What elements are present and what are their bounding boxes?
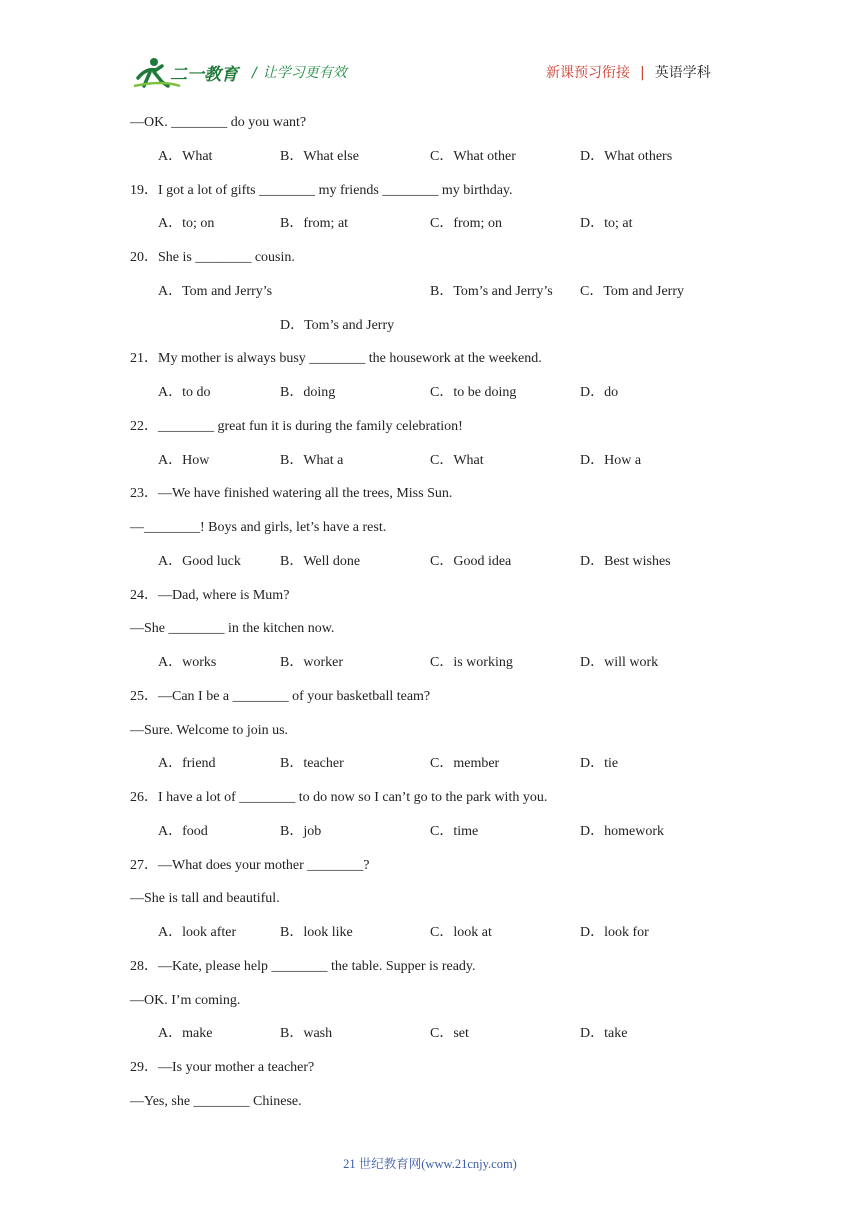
answer-option: A．food <box>158 824 208 839</box>
question-line: —She ________ in the kitchen now. <box>130 621 335 636</box>
answer-option: C．Good idea <box>430 554 512 569</box>
answer-option: D．What others <box>580 149 673 164</box>
question-line: 19．I got a lot of gifts ________ my friends ________ my birthday. <box>130 183 513 198</box>
question-line: —________! Boys and girls, let’s have a rest. <box>130 520 387 535</box>
question-line: —Sure. Welcome to join us. <box>130 723 289 738</box>
question-line: 25．—Can I be a ________ of your basketball team? <box>130 689 431 704</box>
answer-option: D．take <box>580 1026 628 1041</box>
page-header <box>0 0 860 100</box>
answer-option: A．to; on <box>158 216 215 231</box>
answer-option: A．friend <box>158 756 216 771</box>
answer-option: B．What else <box>280 149 359 164</box>
answer-option: C．What <box>430 453 484 468</box>
answer-option: B．wash <box>280 1026 333 1041</box>
answer-option: C．What other <box>430 149 516 164</box>
answer-option: A．to do <box>158 385 211 400</box>
answer-option: C．member <box>430 756 500 771</box>
answer-option: B．What a <box>280 453 344 468</box>
question-line: —OK. ________ do you want? <box>130 115 307 130</box>
answer-option: C．from; on <box>430 216 502 231</box>
answer-option: A．Good luck <box>158 554 241 569</box>
answer-option: C．is working <box>430 655 513 670</box>
answer-option: B．doing <box>280 385 336 400</box>
question-line: 27．—What does your mother ________? <box>130 858 370 873</box>
answer-option: D．How a <box>580 453 642 468</box>
answer-option: B．from; at <box>280 216 349 231</box>
slogan: / 让学习更有效 <box>252 65 347 81</box>
answer-option: B．job <box>280 824 322 839</box>
answer-option: A．look after <box>158 925 237 940</box>
header-subject-label: 英语学科 <box>654 65 711 81</box>
header-course-label: 新课预习衔接 <box>546 65 630 81</box>
question-line: —Yes, she ________ Chinese. <box>130 1094 302 1109</box>
question-line: —OK. I’m coming. <box>130 993 241 1008</box>
page-footer: 21 世纪教育网(www.21cnjy.com) <box>343 1157 517 1171</box>
answer-option: A．make <box>158 1026 213 1041</box>
answer-option: C．Tom and Jerry <box>580 284 685 299</box>
question-line: 20．She is ________ cousin. <box>130 250 295 265</box>
answer-option: C．look at <box>430 925 492 940</box>
question-line: 24．—Dad, where is Mum? <box>130 588 290 603</box>
answer-option: A．works <box>158 655 217 670</box>
header-subject: 新课预习衔接 | 英语学科 <box>546 65 711 81</box>
answer-option: D．will work <box>580 655 659 670</box>
question-line: 26．I have a lot of ________ to do now so I can’t go to the park with you. <box>130 790 548 805</box>
answer-option: B．worker <box>280 655 343 670</box>
answer-option: B．Tom’s and Jerry’s <box>430 284 553 299</box>
question-line: 29．—Is your mother a teacher? <box>130 1060 315 1075</box>
answer-option: C．time <box>430 824 479 839</box>
answer-option: C．to be doing <box>430 385 517 400</box>
answer-option: B．Well done <box>280 554 361 569</box>
answer-option: D．do <box>580 385 619 400</box>
answer-option: B．look like <box>280 925 353 940</box>
question-line: —She is tall and beautiful. <box>130 891 280 906</box>
answer-option: D．tie <box>580 756 619 771</box>
slogan-text: 让学习更有效 <box>262 65 347 81</box>
question-line: 21．My mother is always busy ________ the housework at the weekend. <box>130 351 542 366</box>
answer-option: C．set <box>430 1026 469 1041</box>
question-line: 28．—Kate, please help ________ the table. Supper is ready. <box>130 959 476 974</box>
answer-option: A．Tom and Jerry’s <box>158 284 273 299</box>
question-line: 23．—We have finished watering all the trees, Miss Sun. <box>130 486 453 501</box>
answer-option: D．Tom’s and Jerry <box>280 318 395 333</box>
answer-option: B．teacher <box>280 756 344 771</box>
answer-option: D．Best wishes <box>580 554 671 569</box>
answer-option: A．What <box>158 149 213 164</box>
answer-option: D．look for <box>580 925 649 940</box>
logo-text: 二一教育 <box>170 65 238 85</box>
question-line: 22．________ great fun it is during the family celebration! <box>130 419 463 434</box>
answer-option: D．to; at <box>580 216 633 231</box>
answer-option: A．How <box>158 453 210 468</box>
answer-option: D．homework <box>580 824 664 839</box>
